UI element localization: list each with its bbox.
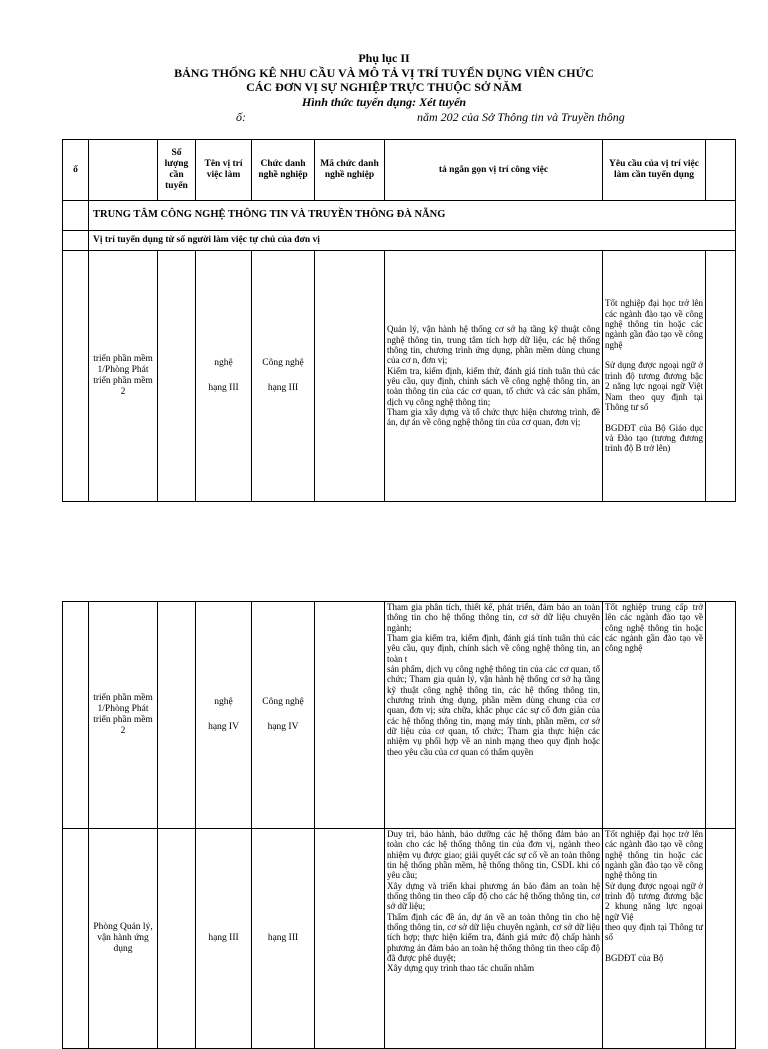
recruitment-table-part-1 <box>62 139 736 502</box>
header-title: Chức danh nghề nghiệp <box>252 140 315 201</box>
document-number: ố: <box>236 110 246 124</box>
row-note <box>706 602 736 829</box>
row-code-line-1: Công nghệ <box>262 358 304 369</box>
header-note <box>706 140 736 201</box>
row-requirement: Tốt nghiệp đại học trở lên các ngành đào tạo về công nghệ thông tin hoặc các ngành gần đào tạo về công nghệ thông tin Sử dụng được ngoại ngữ ở trình độ tương đương bậc 2 khung năng lực ngoại ngữ Việ theo quy định tại Thông tư số BGDĐT của Bộ <box>603 829 706 1049</box>
header-blank <box>89 140 158 201</box>
table-row <box>63 829 736 1049</box>
document-title-line-1: BẢNG THỐNG KÊ NHU CẦU VÀ MÔ TẢ VỊ TRÍ TUYỂN DỤNG VIÊN CHỨC <box>174 66 594 80</box>
row-title <box>196 251 252 502</box>
header-position: Tên vị trí việc làm <box>196 140 252 201</box>
subsection-name: Vị trí tuyển dụng từ số người làm việc tự chủ của đơn vị <box>89 231 736 251</box>
row-code-line-2: hạng III <box>267 933 299 944</box>
row-title <box>196 829 252 1049</box>
header-code: Mã chức danh nghề nghiệp <box>315 140 385 201</box>
row-requirement: Tốt nghiệp đại học trở lên các ngành đào tạo về công nghệ thông tin hoặc các ngành gần đào tạo về công nghệ Sử dụng được ngoại ngữ ở trình độ tương đương bậc 2 năng lực ngoại ngữ Việt Nam theo quy định tại Thông tư số BGDĐT của Bộ Giáo dục và Đào tạo (tương đương trình độ B trở lên) <box>603 251 706 502</box>
row-code <box>252 602 315 829</box>
row-blank <box>315 251 385 502</box>
row-stt <box>63 251 89 502</box>
document-issuer-line: năm 202 của Sở Thông tin và Truyền thông <box>417 110 625 124</box>
recruitment-form: Hình thức tuyển dụng: Xét tuyển <box>301 95 467 109</box>
row-code-line-2: hạng IV <box>267 722 299 732</box>
row-code <box>252 251 315 502</box>
row-title <box>196 602 252 829</box>
row-note <box>706 829 736 1049</box>
row-department: Phòng Quản lý, vận hành ứng dụng <box>89 829 158 1049</box>
row-description: Tham gia phân tích, thiết kế, phát triển, đảm bảo an toàn thông tin cho hệ thống thông tin, cơ sở dữ liệu chuyên ngành; Tham gia kiểm tra, kiểm định, đánh giá tính tuân thủ các yêu cầu, quy định, chính sách về công nghệ thông tin, an toàn t sản phẩm, dịch vụ công nghệ thông tin của các cơ quan, tổ chức; Tham gia quản lý, vận hành hệ thống cơ sở hạ tầng kỹ thuật công nghệ thông tin, các hệ thống thông tin, chương trình ứng dụng, phần mềm dùng chung của cơ quan, đơn vị; sửa chữa, khắc phục các sự cố đơn giản của các hệ thống thông tin, mạng máy tính, phần mềm, cơ sở dữ liệu của cơ quan, tổ chức; Tham gia thực hiện các nhiệm vụ phối hợp về an ninh mạng theo quy định hoặc theo yêu cầu của cơ quan có thẩm quyền <box>385 602 603 829</box>
table-row <box>63 602 736 829</box>
header-quantity: Số lượng cần tuyển <box>158 140 196 201</box>
row-note <box>706 251 736 502</box>
row-code-line-1: Công nghệ <box>262 697 304 708</box>
row-description: Duy trì, bảo hành, bảo dưỡng các hệ thống đảm bảo an toàn cho các hệ thống thông tin của đơn vị, ngành theo nhiệm vụ được giao; giải quyết các sự cố về an toàn thông tin hệ thống phần mềm, hệ thống thông tin, CSDL khi có yêu cầu; Xây dựng và triển khai phương án bảo đảm an toàn hệ thống thông tin theo cấp độ cho các hệ thống thông tin, cơ sở dữ liệu; Thẩm định các đề án, dự án về an toàn thông tin cho hệ thống thông tin, cơ sở dữ liệu chuyên ngành, cơ sở dữ liệu tích hợp; thực hiện kiểm tra, đánh giá mức độ chấp hành phương án đảm bảo an toàn hệ thống thông tin theo cấp độ đã được phê duyệt; Xây dựng quy trình thao tác chuẩn nhằm <box>385 829 603 1049</box>
row-blank <box>315 602 385 829</box>
header-stt: ố <box>63 140 89 201</box>
row-stt <box>63 829 89 1049</box>
row-department: triển phần mềm 1/Phòng Phát triển phần mềm 2 <box>89 251 158 502</box>
row-quantity <box>158 602 196 829</box>
row-title-line-2: hạng IV <box>208 722 239 732</box>
row-requirement: Tốt nghiệp trung cấp trở lên các ngành đào tạo về công nghệ thông tin hoặc các ngành gần đào tạo về công nghệ <box>603 602 706 829</box>
row-quantity <box>158 829 196 1049</box>
subsection-row <box>63 231 736 251</box>
section-row <box>63 201 736 231</box>
row-stt <box>63 602 89 829</box>
appendix-label: Phụ lục II <box>358 51 410 65</box>
row-description: Quản lý, vận hành hệ thống cơ sở hạ tầng kỹ thuật công nghệ thông tin, trung tâm tích hợp dữ liệu, các hệ thống thông tin, chương trình ứng dụng, phần mềm dùng chung của cơ n, đơn vị; Kiểm tra, kiểm định, kiểm thử, đánh giá tính tuân thủ các yêu cầu, quy định, chính sách về công nghệ thông tin, an toàn thông tin của các cơ quan, tổ chức và các sản phẩm, dịch vụ công nghệ thông tin; Tham gia xây dựng và tổ chức thực hiện chương trình, đề án, dự án về công nghệ thông tin của cơ quan, đơn vị; <box>385 251 603 502</box>
row-title-line-1: nghệ <box>214 697 233 708</box>
row-blank <box>315 829 385 1049</box>
row-title-line-2: hạng III <box>208 383 239 393</box>
row-quantity <box>158 251 196 502</box>
row-code <box>252 829 315 1049</box>
recruitment-table-part-2 <box>62 601 736 1049</box>
row-department: triển phần mềm 1/Phòng Phát triển phần mềm 2 <box>89 602 158 829</box>
document-title-line-2: CÁC ĐƠN VỊ SỰ NGHIỆP TRỰC THUỘC SỞ NĂM <box>246 80 522 94</box>
unit-name: TRUNG TÂM CÔNG NGHỆ THÔNG TIN VÀ TRUYỀN THÔNG ĐÀ NẴNG <box>89 201 736 231</box>
header-description: tả ngắn gọn vị trí công việc <box>385 140 603 201</box>
row-title-line-1: nghệ <box>214 358 233 369</box>
header-requirement: Yêu cầu của vị trí việc làm cần tuyển dụng <box>603 140 706 201</box>
row-code-line-2: hạng III <box>267 383 299 393</box>
table-header-row <box>63 140 736 201</box>
table-row <box>63 251 736 502</box>
row-title-line-2: hạng III <box>208 933 239 944</box>
